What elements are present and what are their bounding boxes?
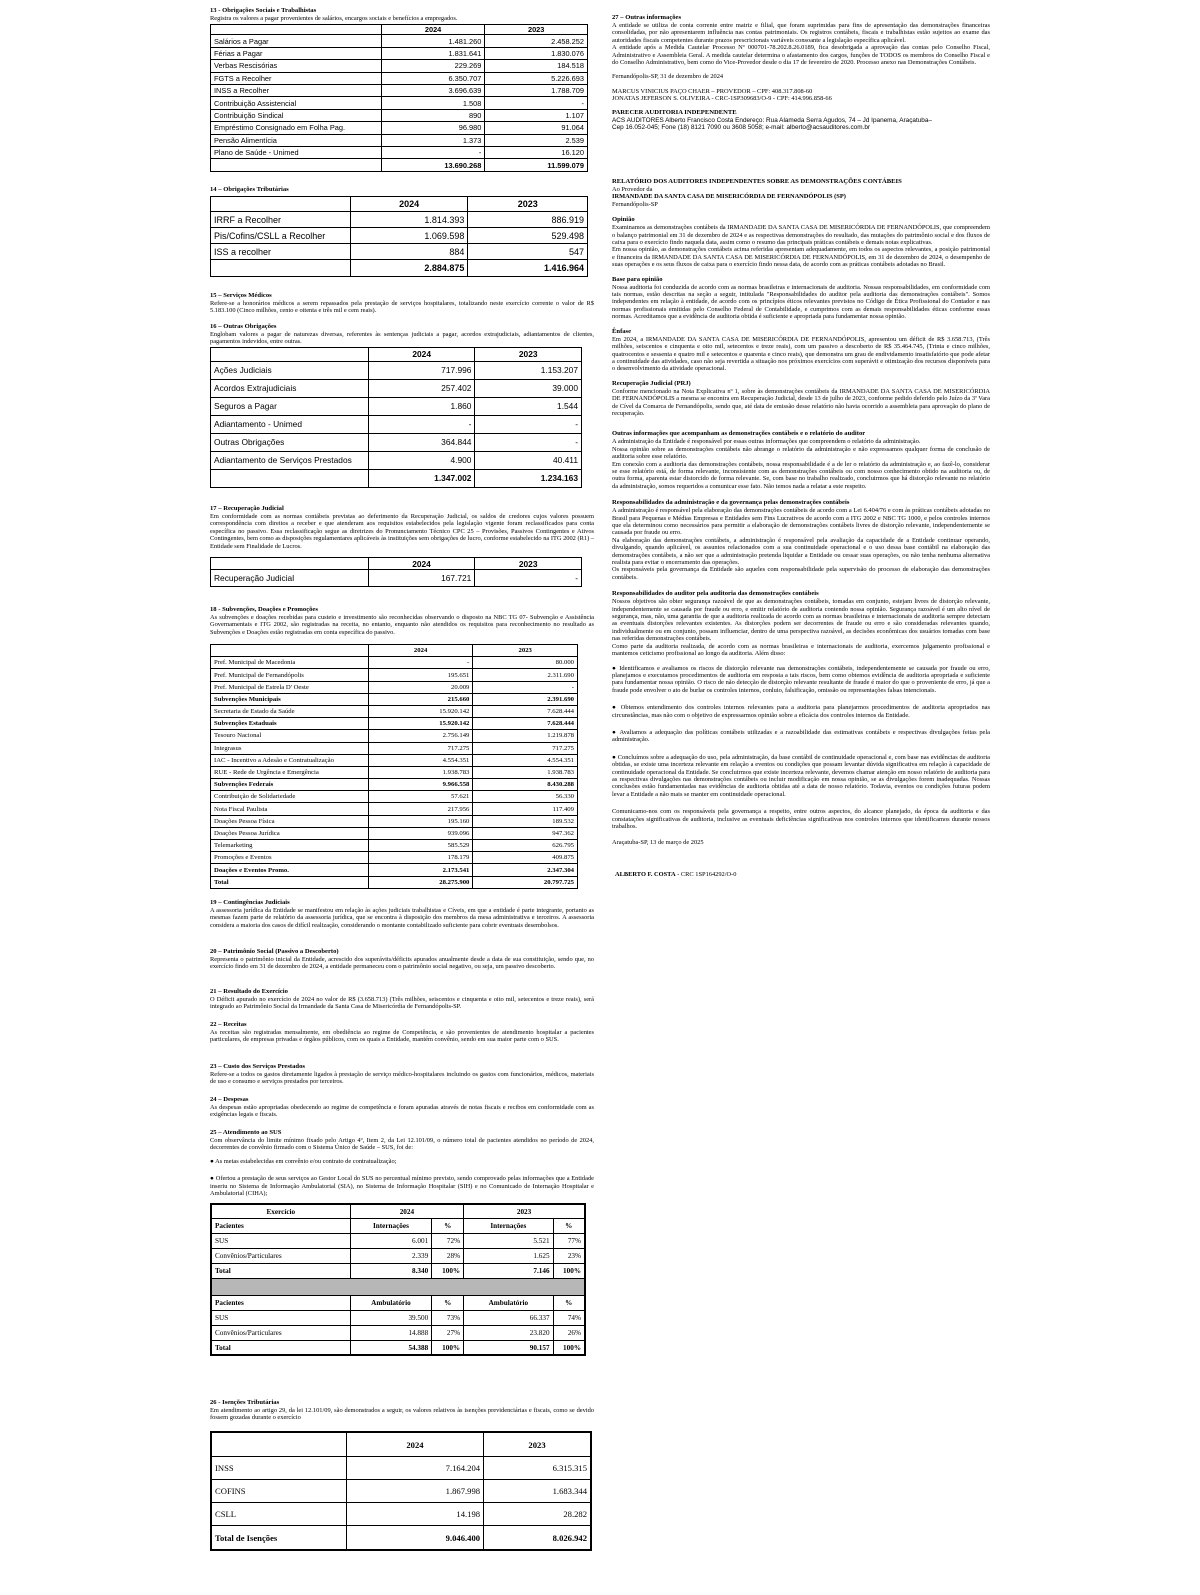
col-header: 2023 (475, 347, 582, 361)
total-row: 2.884.875 1.416.964 (211, 260, 588, 277)
section-23 (210, 1063, 594, 1086)
auditor-resp-title: Responsabilidades do auditor pela auditoria das demonstrações contábeis (612, 590, 819, 598)
total-row: Total 8.340 100% 7.146 100% (211, 1263, 585, 1278)
table-17 (210, 557, 582, 587)
section-19 (210, 899, 594, 929)
parecer-line: Cep 16.052-045; Fone (18) 8121 7090 ou 3608 5058; e-mail: alberto@acsauditores.com.br (612, 124, 871, 132)
management-text: Na elaboração das demonstrações contábeis, a administração é responsável pela avaliação da capacidade de a Entidade continuar operando, divulgando, quando aplicável, os assuntos relacionados com a sua continuidade operacional e o uso dessa base contábil na elaboração das demonstrações contábeis, a não ser que a administração pretenda liquidar a Entidade ou cessar suas operações, ou não tenha nenhuma alternativa realista para evitar o encerramento das operações. (612, 536, 990, 567)
table-row: Convênios/Particulares 2.339 28% 1.625 23% (211, 1248, 585, 1263)
opinion-text: Examinamos as demonstrações contábeis da IRMANDADE DA SANTA CASA DE MISERICÓRDIA DE FERNANDÓPOLIS, que compreendem o balanço patrimonial em 31 de dezembro de 2024 e as respectivas demonstrações do resultado, das mutações do patrimônio social e dos fluxos de caixa para o exercício findo naquela data, assim como o resumo das principais práticas contábeis e demais notas explicativas. (612, 224, 990, 247)
section-25-title: 25 – Atendimento ao SUS (210, 1129, 282, 1136)
section-26-text: Em atendimento ao artigo 29, da lei 12.101/09, são demonstrados a seguir, os valores relativos às isenções previdenciárias e fiscais, como se devido fossem gozadas durante o exercício (210, 1407, 594, 1422)
section-16-text: Englobam valores a pagar de naturezas diversas, referentes às sentenças judiciais a pagar, acordos extrajudiciais, adiantamentos de clientes, pagamentos indevidos, entre outras. (210, 331, 594, 346)
signature-date: Fernandópolis-SP, 31 de dezembro de 2024 (612, 73, 724, 81)
section-17-text: Em conformidade com as normas contábeis previstas ao deferimento da Recuperação Judicial, os saldos de credores cujos valores possuem correspondência com direitos a receber e que atenderam aos requisitos estabelecidos pela legislação vigente foram reclassificados para conta específica no passivo. Essa reclassificação segue as diretrizes do Pronunciamento Técnico CPC 25 – Provisões, Passivos Contingentes e Ativos Contingentes, bem como as disposições regulamentares aplicáveis às instituições sem obrigações de lucro, conforme estabelecido na ITG 2002 (R1) – Entidade sem Finalidade de Lucros. (210, 513, 594, 550)
report-place-date: Araçatuba-SP, 13 de março de 2025 (612, 839, 704, 847)
table-row: CSLL 14.198 28.282 (211, 1503, 591, 1526)
table-18-body (211, 657, 578, 889)
section-27-title: 27 – Outras informações (612, 14, 682, 21)
auditor-bullet: ● Identificamos e avaliamos os riscos de distorção relevante nas demonstrações contábeis, independentemente se causada por fraude ou erro, planejamos e executamos procedimentos de auditoria em resposta a tais riscos, bem como obtemos evidência de auditoria apropriada e suficiente para fundamentar nossa opinião. O risco de não detecção de distorção relevante resultante de fraude é maior do que o proveniente de erro, já que a fraude pode envolver o ato de burlar os controles internos, conluio, falsificação, omissão ou representações falsas intencionais. (612, 664, 990, 694)
auditor-signature (612, 871, 990, 878)
col-header: 2024 (350, 197, 468, 212)
section-14-title: 14 – Obrigações Tributárias (210, 186, 289, 193)
section-27-p1: A entidade se utiliza de conta corrente entre matriz e filial, que foram suprimidas para fins de apresentação das demonstrações financeiras consolidadas, por não apresentarem influência nas contas patrimoniais. Os registros contábeis, fiscais e trabalhistas estão sujeitos ao exame das autoridades fiscais competentes durante prazos prescricionais variáveis consoante a legislação específica aplicável. (612, 22, 990, 44)
report-recipient: Fernandópolis-SP (612, 200, 658, 208)
section-18-title: 18 - Subvenções, Doações e Promoções (210, 606, 318, 613)
col-header (211, 645, 369, 657)
table-row: Ações Judiciais 717.996 1.153.207 (211, 361, 582, 379)
table-row: RUE - Rede de Urgência e Emergência 1.938.783 1.938.783 (211, 766, 578, 778)
section-16 (210, 323, 594, 488)
col-header (211, 25, 382, 35)
table-row: COFINS 1.867.998 1.683.344 (211, 1480, 591, 1503)
total-row: Total 54.388 100% 90.157 100% (211, 1340, 585, 1355)
table-row: INSS 7.164.204 6.315.315 (211, 1457, 591, 1480)
table-row: Seguros a Pagar 1.860 1.544 (211, 397, 582, 415)
table-row: INSS a Recolher 3.696.639 1.788.709 (211, 84, 588, 96)
table-row: Contribuição Sindical 890 1.107 (211, 109, 588, 121)
table-26 (210, 1431, 592, 1551)
col-header: 2024 (346, 1432, 483, 1457)
table-row: Acordos Extrajudiciais 257.402 39.000 (211, 379, 582, 397)
table-row: ISS a recolher 884 547 (211, 244, 588, 260)
section-19-title: 19 – Contingências Judiciais (210, 899, 290, 906)
section-26 (210, 1399, 594, 1551)
table-16 (210, 347, 582, 488)
section-21-title: 21 – Resultado do Exercício (210, 988, 288, 995)
report-recipient: Ao Provedor da (612, 186, 653, 193)
section-22 (210, 1021, 594, 1044)
section-14 (210, 186, 594, 277)
col-header (211, 1432, 346, 1457)
subtotal-row: Subvenções Federais 9.966.558 8.430.288 (211, 779, 578, 791)
section-21-text: O Déficit apurado no exercício de 2024 no valor de R$ (3.658.713) (Três milhões, seiscentos e cinquenta e oito mil, setecentos e treze reais), será integrado ao Patrimônio Social da Irmandade da Santa Casa de Misericórdia de Fernandópolis-SP. (210, 996, 594, 1011)
table-row: Férias a Pagar 1.831.641 1.830.076 (211, 47, 588, 59)
emphasis-title: Ênfase (612, 327, 632, 335)
table-row: Recuperação Judicial 167.721 - (211, 570, 582, 587)
col-header: 2024 (368, 347, 475, 361)
section-20-title: 20 – Patrimônio Social (Passivo a Descoberto) (210, 948, 339, 955)
table-row: Tesouro Nacional 2.756.149 1.219.878 (211, 730, 578, 742)
table-row: Telemarketing 585.529 626.795 (211, 840, 578, 852)
section-23-title: 23 – Custo dos Serviços Prestados (210, 1063, 305, 1070)
subtotal-row: Total 28.275.900 20.797.725 (211, 876, 578, 888)
table-row: Empréstimo Consignado em Folha Pag. 96.980 91.064 (211, 122, 588, 134)
opinion-text: Em nossa opinião, as demonstrações contábeis acima referidas apresentam adequadamente, em todos os aspectos relevantes, a posição patrimonial e financeira da IRMANDADE DA SANTA CASA DE MISERICÓRDIA DE FERNANDÓPOLIS, em 31 de dezembro de 2024, o desempenho de suas operações e os seus fluxos de caixa para o exercício findo nessa data, de acordo com as práticas contábeis adotadas no Brasil. (612, 246, 990, 269)
table-14 (210, 196, 588, 277)
table-row: Nota Fiscal Paulista 217.956 117.409 (211, 803, 578, 815)
section-20 (210, 948, 594, 971)
section-20-text: Representa o patrimônio inicial da Entidade, acrescido dos superávits/déficits apurados anualmente desde a data de sua constituição, sendo que, no exercício findo em 31 de dezembro de 2024, a entidade permaneceu com o patrimônio social negativo, ou seja, um passivo descoberto. (210, 956, 594, 971)
header-row: Pacientes Internações % Internações % (211, 1218, 585, 1233)
table-row: Pref. Municipal de Fernandópolis 195.651 2.311.690 (211, 669, 578, 681)
auditor-bullet: ● Obtemos entendimento dos controles internos relevantes para a auditoria para planejarmos procedimentos de auditoria apropriados nas circunstâncias, mas não com o objetivo de expressarmos opinião sobre a eficácia dos controles internos da Entidade. (612, 704, 990, 719)
management-title: Responsabilidades da administração e da governança pelas demonstrações contábeis (612, 499, 850, 507)
section-24-title: 24 – Despesas (210, 1096, 249, 1103)
auditor-resp-text: Como parte da auditoria realizada, de acordo com as normas brasileiras e internacionais de auditoria, exercemos julgamento profissional e mantemos ceticismo profissional ao longo da auditoria. Além disso: (612, 642, 990, 658)
year-header: 2023 (464, 1204, 585, 1218)
management-text: A administração é responsável pela elaboração das demonstrações contábeis de acordo com a Lei 6.404/76 e com às práticas contábeis adotadas no Brasil para Pequenas e Médias Empresas e Entidades sem Fins Lucrativos de acordo com a ITG 2002 e NBC TG 1000, e pelos controles internos que ela determinou como necessários para permitir a elaboração de demonstrações contábeis livres de distorção relevante, independentemente se causada por fraude ou erro. (612, 507, 990, 537)
subtotal-row: Subvenções Municipais 215.660 2.391.690 (211, 693, 578, 705)
section-22-text: As receitas são registradas mensalmente, em obediência ao regime de Competência, e são provenientes de atendimento hospitalar a pacientes particulares, de empresas privadas e órgãos públicos, com os quais a Entidade, mantém convênio, sendo em sua maior parte com o SUS. (210, 1029, 594, 1044)
section-15-text: Refere-se a honorários médicos a serem repassados pela prestação de serviços hospitalares, totalizando neste exercício corrente o valor de R$ 5.183.100 (Cinco milhões, cento e oitenta e três mil e cem reais). (210, 300, 594, 315)
report-recipient: IRMANDADE DA SANTA CASA DE MISERICÓRDIA DE FERNANDÓPOLIS (SP) (612, 193, 846, 201)
table-row: Pis/Cofins/CSLL a Recolher 1.069.598 529.498 (211, 228, 588, 244)
signature-contador: JONATAS JEFERSON S. OLIVEIRA - CRC-1SP309683/O-9 - CPF: 414.996.858-66 (612, 95, 832, 103)
table-row: Verbas Rescisórias 229.269 184.518 (211, 60, 588, 72)
table-row: IRRF a Recolher 1.814.393 886.919 (211, 212, 588, 228)
section-25 (210, 1129, 594, 1356)
section-19-text: A assessoria jurídica da Entidade se manifestou em relação às ações judiciais trabalhistas e Cíveis, em que a entidade é parte integrante, portanto as mesmas fazem parte de relatório da assessoria jurídica, que se encontra à disposição dos membros da mesa administrativa e terceiros. A assessoria considera a maioria dos casos de difícil realização, considerando o montante contabilizado suficiente para cobrir eventuais desembolsos. (210, 907, 594, 929)
table-25 (210, 1203, 586, 1356)
base-title: Base para opinião (612, 275, 663, 283)
base-text: Nossa auditoria foi conduzida de acordo com as normas brasileiras e internacionais de auditoria. Nossas responsabilidades, em conformidade com tais normas, estão descritas na seção a seguir, intitulada "Responsabilidades do auditor pela auditoria das demonstrações contábeis". Somos independentes em relação à entidade, de acordo com os princípios éticos relevantes previstos no Código de Ética Profissional do Contador e nas normas profissionais emitidas pelo Conselho Federal de Contabilidade, e cumprimos com as demais responsabilidades éticas conforme essas normas. Acreditamos que a evidência de auditoria obtida é suficiente e apropriada para fundamentar nossa opinião. (612, 283, 990, 321)
table-row: Integrasus 717.275 717.275 (211, 742, 578, 754)
table-row: Doações Pessoa Física 195.160 189.532 (211, 815, 578, 827)
auditor-name: ALBERTO F. COSTA (615, 870, 676, 878)
total-row: 1.347.002 1.234.163 (211, 469, 582, 487)
table-row: Pref. Municipal de Macedonia - 80.000 (211, 657, 578, 669)
table-row: SUS 6.001 72% 5.521 77% (211, 1233, 585, 1248)
table-row: Pensão Alimentícia 1.373 2.539 (211, 134, 588, 146)
table-row: Adiantamento - Unimed - - (211, 415, 582, 433)
section-23-text: Refere-se a todos os gastos diretamente ligados à prestação de serviço médico-hospitalares incluindo os gastos com funcionários, médicos, materiais de uso e consumo e serviços prestados por terceiros. (210, 1071, 594, 1086)
col-header: 2023 (485, 25, 588, 35)
table-row: Salários a Pagar 1.481.260 2.458.252 (211, 35, 588, 47)
report-title: RELATÓRIO DOS AUDITORES INDEPENDENTES SOBRE AS DEMONSTRAÇÕES CONTÁBEIS (612, 178, 902, 185)
section-26-title: 26 - Isenções Tributárias (210, 1399, 280, 1406)
recovery-title: Recuperação Judicial (PRJ) (612, 379, 691, 387)
emphasis-text: Em 2024, a IRMANDADE DA SANTA CASA DE MISERICÓRDIA DE FERNANDÓPOLIS, apresentou um déficit de R$ 3.658.713, (Três milhões, seiscentos e cinquenta e oito mil, setecentos e treze reais), com um passivo a descoberto de R$ 35.464.745, (Trinta e cinco milhões, quatrocentos e sessenta e quatro mil e setecentos e quarenta e cinco reais), que demonstra um grau de endividamento insatisfatório que pode afetar a continuidade das atividades, caso não seja revertida a situação nos próximos exercícios com superávit e otimização dos recursos disponíveis para o desenvolvimento da atividade operacional. (612, 335, 990, 373)
section-22-title: 22 – Receitas (210, 1021, 247, 1028)
signature-provedor: MARCUS VINICIUS PAÇO CHAER – PROVEDOR – CPF: 408.317.808-60 (612, 87, 813, 95)
section-16-title: 16 – Outras Obrigações (210, 323, 277, 330)
section-25-bullet: ● Ofertou a prestação de seus serviços ao Gestor Local do SUS no percentual mínimo previsto, sendo comprovado pelas informações que a Entidade inseriu no Sistema de Informação Ambulatorial (SIA), no Sistema de Informação Hospitalar (SIH) e no Comunicado de Internação Hospitalar e Ambulatorial (CIHA); (210, 1175, 594, 1198)
recovery-text: Conforme mencionado na Nota Explicativa nº 1, sobre às demonstrações contábeis da IRMANDADE DA SANTA CASA DE MISERICÓRDIA DE FERNANDÓPOLIS a mesma se encontra em Recuperação Judicial, desde 13 de julho de 2023, conforme pedido deferido pelo Juízo da 3ª Vara de Cível da Comarca de Fernandópolis, sendo que, até data de emissão desse relatório não havia ocorrido a assembleia para aprovação do plano de recuperação. (612, 387, 990, 417)
table-row: Convênios/Particulares 14.888 27% 23.820 26% (211, 1325, 585, 1340)
section-24 (210, 1096, 594, 1119)
total-row: 13.690.268 11.599.079 (211, 159, 588, 172)
management-text: Os responsáveis pela governança da Entidade são aqueles com responsabilidade pela supervisão do processo de elaboração das demonstrações contábeis. (612, 566, 990, 581)
col-header: 2023 (484, 1432, 591, 1457)
col-header (211, 558, 369, 570)
table-18 (210, 644, 578, 889)
section-25-bullet: ● As metas estabelecidas em convênio e/ou contrato de contratualização; (210, 1157, 397, 1165)
opinion-title: Opinião (612, 216, 635, 224)
table-row: Outras Obrigações 364.844 - (211, 433, 582, 451)
header-row: Pacientes Ambulatório % Ambulatório % (211, 1295, 585, 1310)
col-header: 2024 (381, 25, 485, 35)
section-15 (210, 292, 594, 315)
other-info-text: Em conexão com a auditoria das demonstrações contábeis, nossa responsabilidade é a de ler o relatório da administração e, ao fazê-lo, considerar se esse relatório está, de forma relevante, inconsistente com as demonstrações contábeis ou com nosso conhecimento obtido na auditoria ou, de outra forma, aparenta estar distorcido de forma relevante. Se, com base no trabalho realizado, concluirmos que há distorção relevante no relatório da administração, somos requeridos a comunicar esse fato. Não temos nada a relatar a este respeito. (612, 460, 990, 490)
col-header (211, 197, 351, 212)
col-header: 2024 (368, 558, 475, 570)
total-row: Total de Isenções 9.046.400 8.026.942 (211, 1526, 591, 1550)
auditor-resp-text: Nossos objetivos são obter segurança razoável de que as demonstrações contábeis, tomadas em conjunto, estejam livres de distorção relevante, independentemente se causada por fraude ou erro, e emitir relatório de auditoria contendo nossa opinião. Segurança razoável é um alto nível de segurança, mas, não, uma garantia de que a auditoria realizada de acordo com as normas brasileiras e internacionais de auditoria sempre detectam as eventuais distorções relevantes existentes. As distorções podem ser decorrentes de fraude ou erro e são consideradas relevantes quando, individualmente ou em conjunto, possam influenciar, dentro de uma perspectiva razoável, as decisões econômicas dos usuários tomadas com base nas referidas demonstrações contábeis. (612, 598, 990, 643)
parecer-line: ACS AUDITORES Alberto Francisco Costa Endereço: Rua Alameda Serra Agudos, 74 – Jd Ipanema, Araçatuba– (612, 116, 932, 124)
section-13-desc: Registra os valores a pagar provenientes de salários, encargos sociais e benefícios a empregados. (210, 15, 458, 22)
section-18 (210, 606, 594, 889)
table-13 (210, 24, 588, 172)
other-info-title: Outras informações que acompanham as demonstrações contábeis e o relatório do auditor (612, 430, 866, 438)
table-row: SUS 39.500 73% 66.337 74% (211, 1310, 585, 1325)
table-row: Pref. Municipal de Estrela D' Oeste 20.009 - (211, 681, 578, 693)
col-header: 2023 (475, 558, 582, 570)
year-header: 2024 (350, 1204, 463, 1218)
exercicio-label: Exercício (211, 1204, 350, 1218)
col-header: 2024 (368, 645, 473, 657)
section-17 (210, 505, 594, 587)
table-row: Contribuição Assistencial 1.508 - (211, 97, 588, 109)
auditor-report (612, 178, 990, 878)
table-row: Contribuição de Solidariedade 57.621 56.330 (211, 791, 578, 803)
table-row: Adiantamento de Serviços Prestados 4.900 40.411 (211, 451, 582, 469)
table-row: Plano de Saúde - Unimed - 16.120 (211, 146, 588, 158)
section-13-title: 13 - Obrigações Sociais e Trabalhistas (210, 7, 317, 14)
section-15-title: 15 – Serviços Médicos (210, 292, 272, 299)
other-info-text: Nossa opinião sobre as demonstrações contábeis não abrange o relatório da administração e não expressamos qualquer forma de conclusão de auditoria sobre esse relatório. (612, 445, 990, 461)
other-info-text: A administração da Entidade é responsável por essas outras informações que compreendem o relatório da administração. (612, 438, 921, 446)
subtotal-row: Doações e Eventos Promo. 2.173.541 2.347.304 (211, 864, 578, 876)
section-17-title: 17 – Recuperação Judicial (210, 505, 284, 512)
section-21 (210, 988, 594, 1011)
table-row: Promoções e Eventos 178.179 409.875 (211, 852, 578, 864)
section-27-p2: A entidade após a Medida Cautelar Processo Nº 000701-78.202.8.26.0189, fica desobrigada a aprovação das contas pelo Conselho Fiscal, Administrativo e Assembleia Geral. A medida cautelar determina o afastamento dos cargos, funções de TODOS os membros do Conselho Fiscal e do Conselho Administrativo, bem como do Vice-Provedor desde o dia 17 de fevereiro de 2020. Processo anexo nas Demonstrações Contábeis. (612, 44, 990, 67)
table-row: Secretaria de Estado da Saúde 15.920.142 7.628.444 (211, 705, 578, 717)
auditor-bullet: ● Avaliamos a adequação das políticas contábeis utilizadas e a razoabilidade das estimativas contábeis e respectivas divulgações feitas pela administração. (612, 728, 990, 744)
table-row: FGTS a Recolher 6.350.707 5.226.693 (211, 72, 588, 84)
auditor-bullet: ● Concluímos sobre a adequação do uso, pela administração, da base contábil de continuidade operacional e, com base nas evidências de auditoria obtidas, se existe uma incerteza relevante em relação a eventos ou condições que possam levantar dúvida significativa em relação à capacidade de continuidade operacional da Entidade. Se concluirmos que existe incerteza relevante, devemos chamar atenção em nosso relatório de auditoria para as respectivas divulgações nas demonstrações contábeis ou incluir modificação em nossa opinião, se as divulgações forem inadequadas. Nossas conclusões estão fundamentadas nas evidências de auditoria obtidas até a data de nosso relatório. Todavia, eventos ou condições futuras podem levar a Entidade a não mais se manter em continuidade operacional. (612, 753, 990, 798)
section-13 (210, 7, 594, 172)
table-row: IAC - Incentivo a Adesão e Contratualização 4.554.351 4.554.351 (211, 754, 578, 766)
section-18-text: As subvenções e doações recebidas para custeio e investimento são reconhecidas observando o disposto na NBC TG 07- Subvenção e Assistência Governamentais e ITG 2002, são registradas na receita, no entanto, enquanto não atendidos os requisitos para reconhecimento no resultado as Subvenções e Doações estão registradas em conta específica do passivo. (210, 614, 594, 636)
parecer-title: PARECER AUDITORIA INDEPENDENTE (612, 108, 737, 116)
col-header (211, 347, 369, 361)
col-header: 2023 (468, 197, 588, 212)
separator-row (211, 1278, 585, 1295)
communication-text: Comunicamo-nos com os responsáveis pela governança a respeito, entre outros aspectos, do alcance planejado, da época da auditoria e das constatações significativas de auditoria, inclusive as eventuais deficiências significativas nos controles internos que identificamos durante nossos trabalhos. (612, 808, 990, 830)
table-row: Doações Pessoa Jurídica 939.096 947.362 (211, 827, 578, 839)
section-25-text: Com observância do limite mínimo fixado pelo Artigo 4º, Item 2, da Lei 12.101/09, o número total de pacientes atendidos no período de 2024, decorrentes de convênio firmado com o Sistema Único de Saúde – SUS, foi de: (210, 1137, 594, 1152)
section-27 (612, 14, 990, 131)
section-24-text: As despesas estão apropriadas obedecendo ao regime de competência e foram apuradas através de notas fiscais e recibos em conformidade com as exigências legais e fiscais. (210, 1104, 594, 1119)
col-header: 2023 (473, 645, 578, 657)
subtotal-row: Subvenções Estaduais 15.920.142 7.628.444 (211, 718, 578, 730)
auditor-crc: - CRC 1SP164292/O-0 (675, 870, 737, 878)
